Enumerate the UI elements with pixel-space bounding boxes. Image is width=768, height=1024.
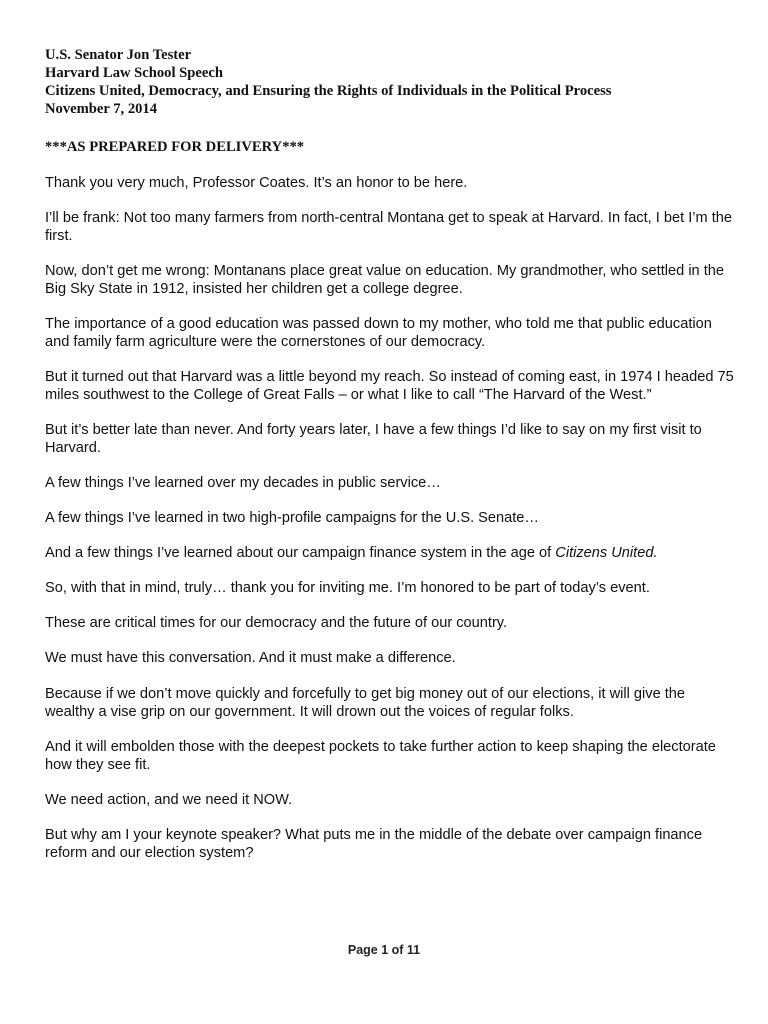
paragraph-4: The importance of a good education was passed down to my mother, who told me that public education and family farm agriculture were the cornerstones of our democracy. bbox=[45, 316, 712, 350]
paragraph-2: I’ll be frank: Not too many farmers from north-central Montana get to speak at Harvard. In fact, I bet I’m the first. bbox=[45, 210, 733, 244]
paragraph-10: So, with that in mind, truly… thank you for inviting me. I’m honored to be part of today’s event. bbox=[45, 580, 650, 596]
paragraph-9 bbox=[45, 544, 735, 562]
paragraph-12: We must have this conversation. And it must make a difference. bbox=[45, 650, 456, 666]
paragraph-7: A few things I’ve learned over my decades in public service… bbox=[45, 475, 441, 491]
header-event: Harvard Law School Speech bbox=[45, 65, 223, 81]
paragraph-14: And it will embolden those with the deepest pockets to take further action to keep shaping the electorate how they see fit. bbox=[45, 739, 716, 773]
paragraph-15: We need action, and we need it NOW. bbox=[45, 792, 293, 808]
paragraph-5: But it turned out that Harvard was a little beyond my reach. So instead of coming east, in 1974 I headed 75 miles southwest to the College of Great Falls – or what I like to call “The Harvard of the West.” bbox=[45, 369, 734, 403]
header-date: November 7, 2014 bbox=[45, 101, 158, 117]
paragraph-8: A few things I’ve learned in two high-profile campaigns for the U.S. Senate… bbox=[45, 510, 540, 526]
document-page bbox=[45, 46, 735, 862]
header-title: Citizens United, Democracy, and Ensuring the Rights of Individuals in the Political Process bbox=[45, 83, 612, 99]
header-speaker: U.S. Senator Jon Tester bbox=[45, 47, 192, 63]
paragraph-16: But why am I your keynote speaker? What puts me in the middle of the debate over campaign finance reform and our election system? bbox=[45, 827, 703, 861]
paragraph-3: Now, don’t get me wrong: Montanans place great value on education. My grandmother, who settled in the Big Sky State in 1912, insisted her children get a college degree. bbox=[45, 263, 725, 297]
paragraph-9-text: And a few things I’ve learned about our campaign finance system in the age of bbox=[45, 545, 556, 561]
page-number: Page 1 of 11 bbox=[347, 943, 421, 957]
paragraph-1: Thank you very much, Professor Coates. It’s an honor to be here. bbox=[45, 175, 468, 191]
paragraph-6: But it’s better late than never. And forty years later, I have a few things I’d like to say on my first visit to Harvard. bbox=[45, 422, 702, 456]
paragraph-13: Because if we don’t move quickly and forcefully to get big money out of our elections, it will give the wealthy a vise grip on our government. It will drown out the voices of regular folks. bbox=[45, 686, 686, 720]
delivery-note: ***AS PREPARED FOR DELIVERY*** bbox=[45, 139, 305, 155]
citizens-united-italic: Citizens United. bbox=[555, 545, 658, 561]
paragraph-11: These are critical times for our democracy and the future of our country. bbox=[45, 615, 508, 631]
